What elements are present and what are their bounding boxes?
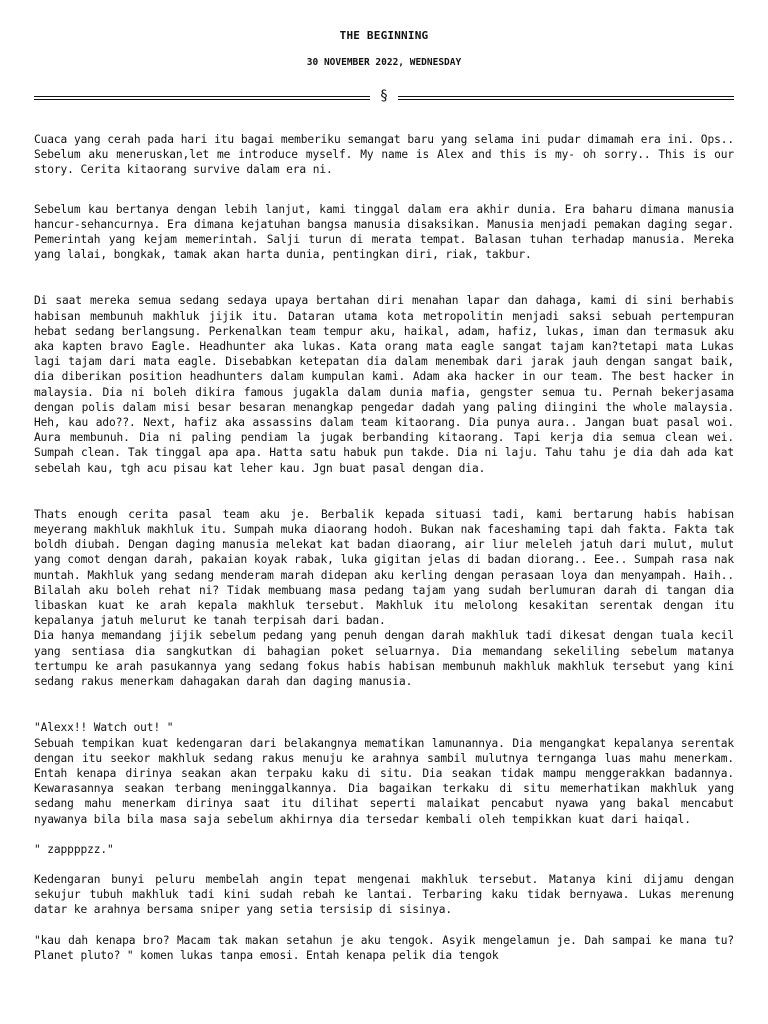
paragraph: "Alexx!! Watch out! " Sebuah tempikan kuat kedengaran dari belakangnya mematikan lamunannya. Dia mengangkat kepalanya serentak dengan itu seekor makhluk sedang rakus menuju ke arahnya sambil mulutnya ternganga luas mahu menerkam. Entah kenapa dirinya seakan akan terpaku kaku di situ. Dia seakan tidak mampu menggerakkan badannya. Kewarasannya seakan terbang meninggalkannya. Dia bagaikan terkaku di situ memerhatikan makhluk yang sedang mahu menerkam dirinya saat itu dilihat seperti malaikat pencabut nyawa yang bakal mencabut nyawanya bila bila masa saja sebelum akhirnya dia tersedar kembali oleh tempikkan kuat dari haiqal. [34, 721, 734, 826]
story-body [34, 132, 734, 963]
chapter-title: THE BEGINNING [339, 29, 429, 42]
chapter-date: 30 NOVEMBER 2022, WEDNESDAY [306, 57, 462, 68]
section-sign-icon: § [379, 88, 389, 104]
divider-rule-left [34, 96, 370, 100]
divider-rule-right [398, 96, 734, 100]
paragraph: Thats enough cerita pasal team aku je. Berbalik kepada situasi tadi, kami bertarung habis habisan meyerang makhluk makhluk itu. Sumpah muka diaorang hodoh. Bukan nak faceshaming tapi dah fakta. Fakta tak boldh diubah. Dengan daging manusia melekat kat badan diaorang, air liur meleleh jatuh dari mulut, mulut yang comot dengan darah, pakaian koyak rabak, luka gigitan jelas di badan diorang.. Eee.. Sumpah rasa nak muntah. Makhluk yang sedang menderam marah didepan aku kerling dengan perasaan loya dan menyampah. Haih.. Bilalah aku boleh rehat ni? Tidak membuang masa pedang tajam yang sudah berlumuran darah di tangan dia libaskan kuat ke arah kepala makhluk tersebut. Makhluk itu melolong kesakitan serentak dengan itu kepalanya jatuh melurut ke tanah terpisah dari badan. Dia hanya memandang jijik sebelum pedang yang penuh dengan darah makhluk tadi dikesat dengan tuala kecil yang sentiasa dia sangkutkan di bahagian poket seluarnya. Dia memandang sekeliling sebelum matanya tertumpu ke arah pasukannya yang sedang fokus habis habisan membunuh makhluk makhluk tersebut yang kini sedang rakus menerkam dahagakan darah dan daging manusia. [34, 507, 734, 689]
paragraph: Cuaca yang cerah pada hari itu bagai memberiku semangat baru yang selama ini pudar dimamah era ini. Ops.. Sebelum aku meneruskan,let me introduce myself. My name is Alex and this is my- oh sorry.. This is our story. Cerita kitaorang survive dalam era ni. [34, 133, 734, 177]
paragraph: Sebelum kau bertanya dengan lebih lanjut, kami tinggal dalam era akhir dunia. Era baharu dimana manusia hancur-sehancurnya. Era dimana kejatuhan bangsa manusia disaksikan. Manusia menjadi pemakan daging segar. Pemerintah yang kejam memerintah. Salji turun di merata tempat. Balasan tuhan terhadap manusia. Mereka yang lalai, bongkak, tamak akan harta dunia, pentingkan diri, riak, takbur. [34, 202, 734, 262]
section-divider [34, 90, 734, 106]
paragraph: Di saat mereka semua sedang sedaya upaya bertahan diri menahan lapar dan dahaga, kami di sini berhabis habisan membunuh makhluk jijik itu. Dataran utama kota metropolitin menjadi saksi sebuah pertempuran hebat sedang berlangsung. Perkenalkan team tempur aku, haikal, adam, hafiz, lukas, iman dan termasuk aku aka kapten bravo Eagle. Headhunter aka lukas. Kata orang mata eagle sangat tajam kan?tetapi mata Lukas lagi tajam dari mata eagle. Disebabkan ketepatan dia dalam menembak dari jarak jauh dengan sangat baik, dia diberikan position headhunters dalam kumpulan kami. Adam aka hacker in our team. The best hacker in malaysia. Dia ni boleh dikira famous jugakla dalam dunia mafia, gengster semua tu. Pernah bekerjasama dengan polis dalam misi besar besaran menangkap pengedar dadah yang paling diingini the whole malaysia. Heh, kau ado??. Next, hafiz aka assassins dalam team kitaorang. Dia punya aura.. Jangan buat pasal woi. Aura membunuh. Dia ni paling pendiam la jugak berbanding kitaorang. Tapi kerja dia semua clean wei. Sumpah clean. Tak tinggal apa apa. Hatta satu habuk pun takde. Dia ni laju. Tahu tahu je dia dah ada kat sebelah kau, tgh acu pisau kat leher kau. Jgn buat pasal dengan dia. [34, 294, 734, 475]
paragraph: "kau dah kenapa bro? Macam tak makan setahun je aku tengok. Asyik mengelamun je. Dah sampai ke mana tu? Planet pluto? " komen lukas tanpa emosi. Entah kenapa pelik dia tengok [34, 933, 734, 962]
paragraph: " zappppzz." [34, 842, 114, 856]
paragraph: Kedengaran bunyi peluru membelah angin tepat mengenai makhluk tersebut. Matanya kini dijamu dengan sekujur tubuh makhluk tadi kini sudah rebah ke lantai. Terbaring kaku tidak bernyawa. Lukas merenung datar ke arahnya bersama sniper yang setia tersisip di sisinya. [34, 872, 734, 917]
